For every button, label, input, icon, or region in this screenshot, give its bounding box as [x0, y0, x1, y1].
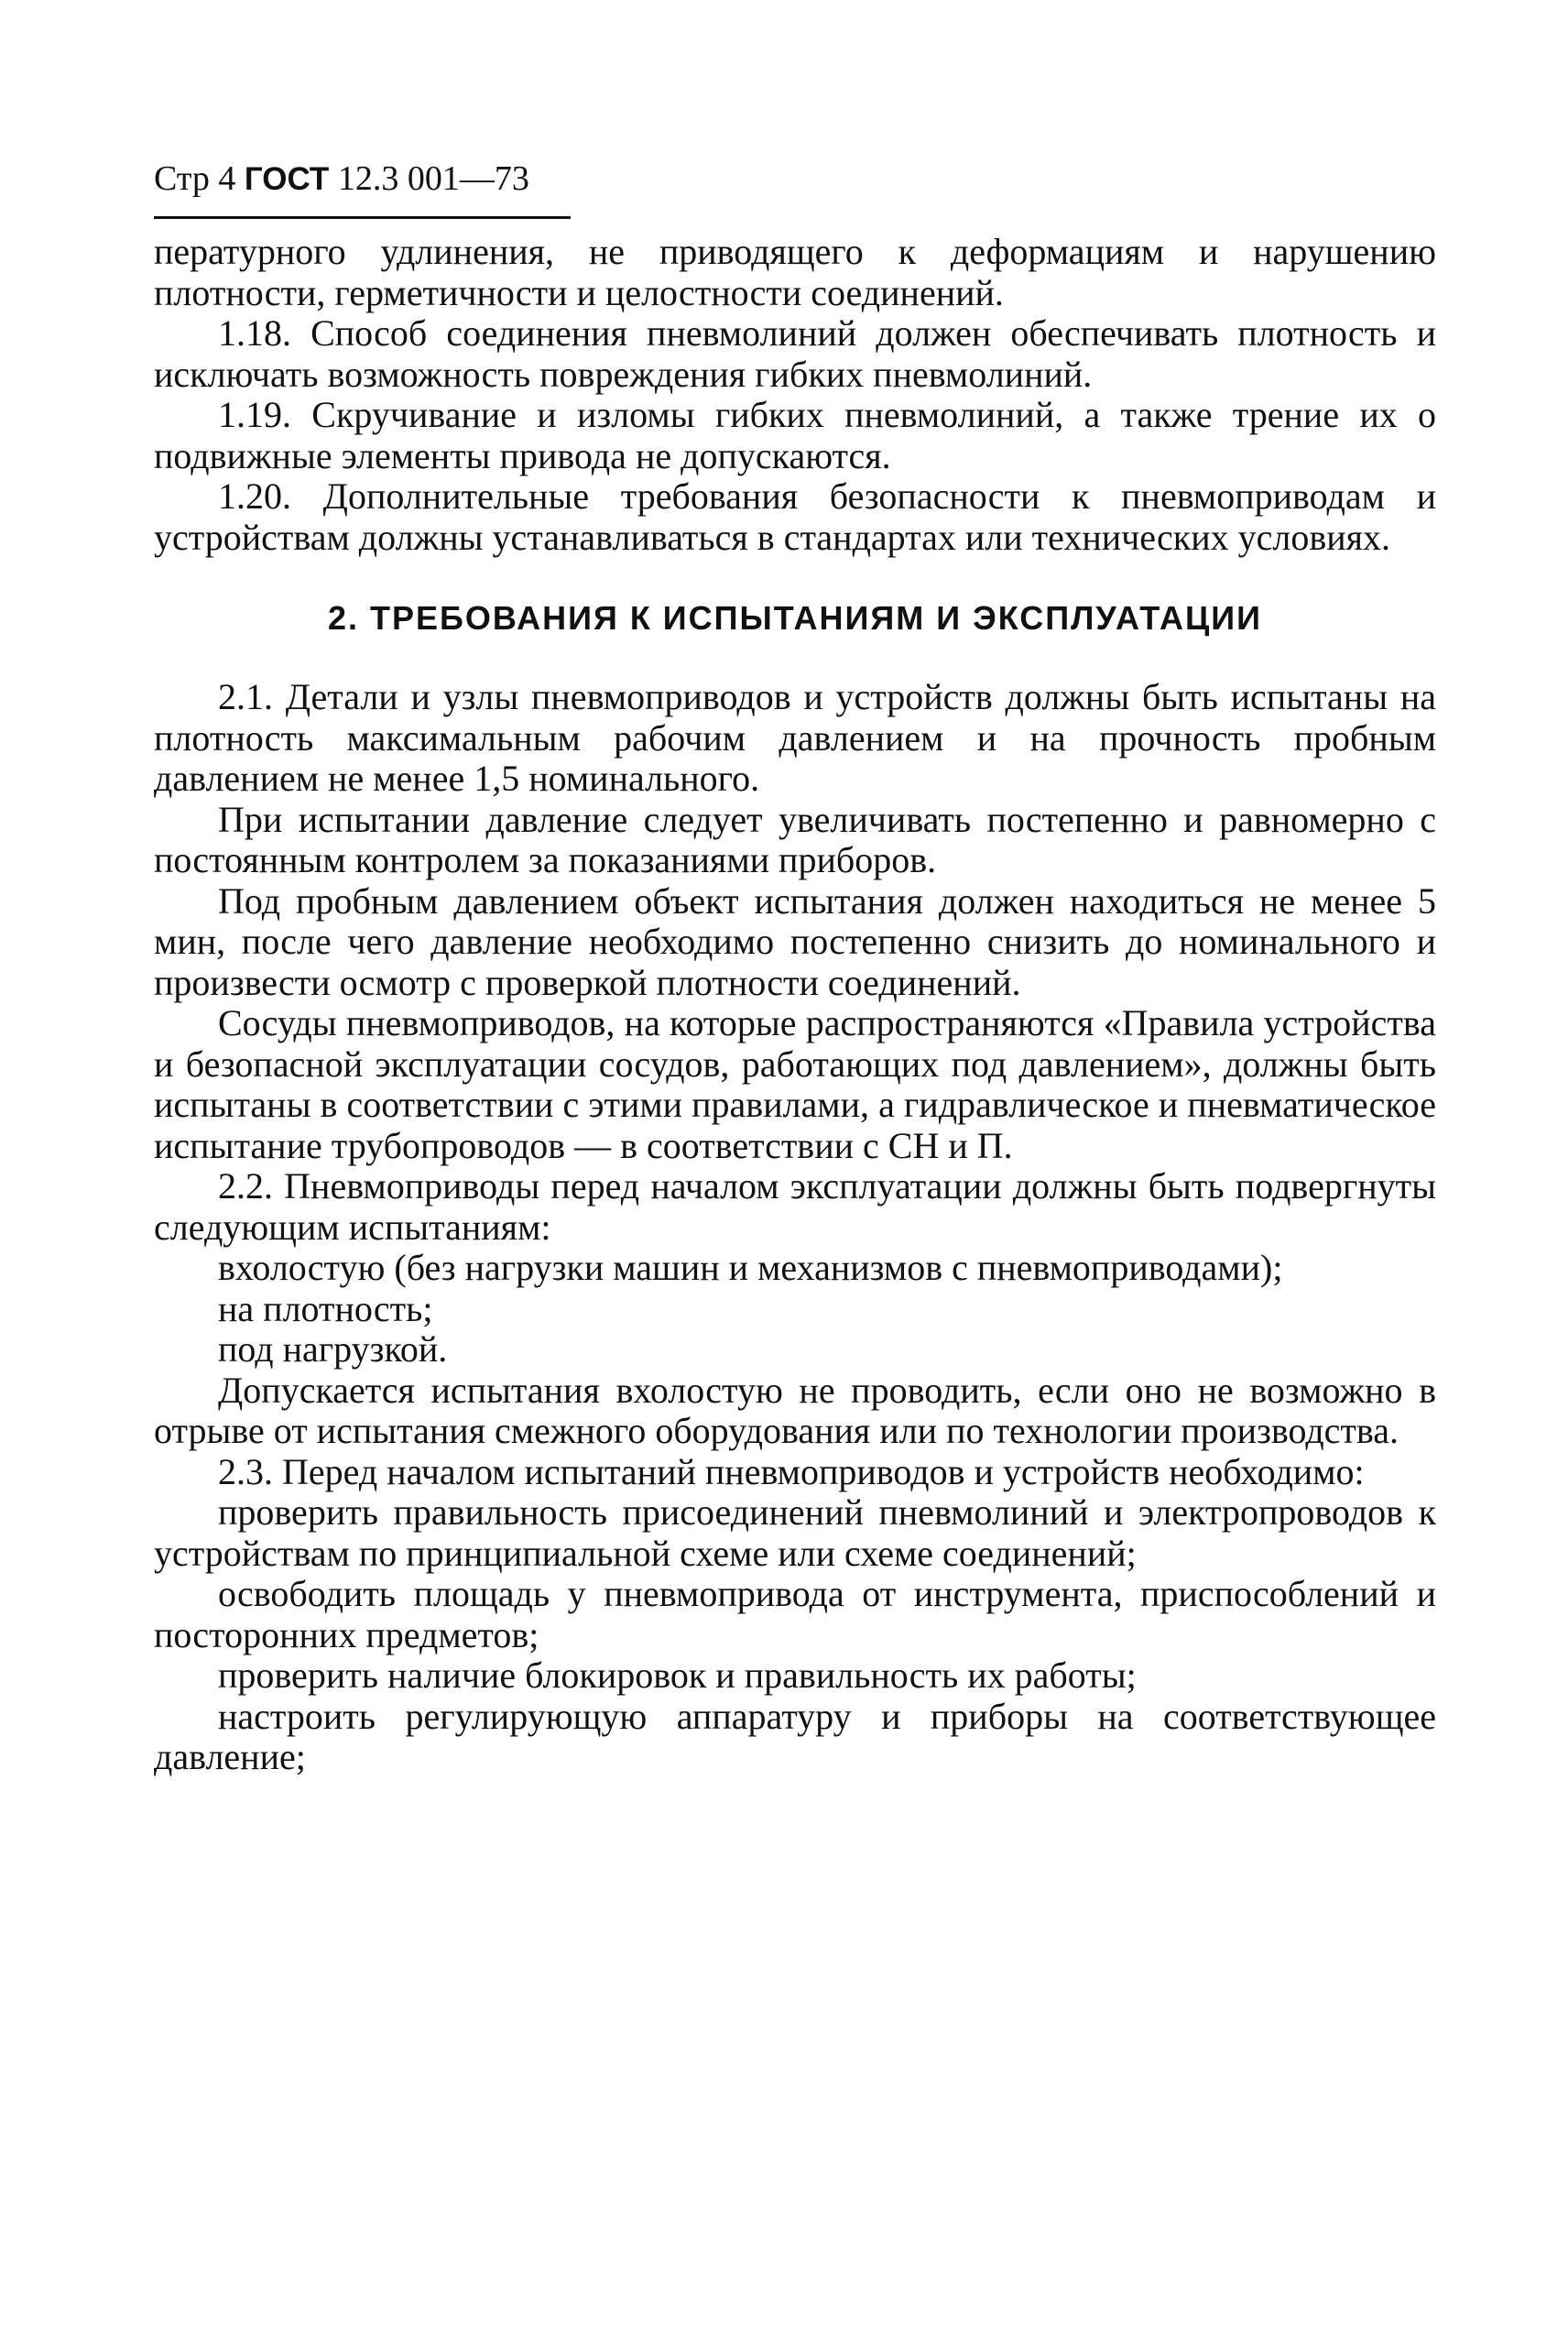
paragraph-2-3: 2.3. Перед началом испытаний пневмоприводов и устройств необходимо:	[218, 1450, 1365, 1492]
paragraph-1-18: 1.18. Способ соединения пневмолиний должен обеспечивать плотность и исключать возможность повреждения гибких пневмолиний.	[154, 312, 1436, 395]
running-header	[154, 156, 1436, 202]
page-number-label: Стр 4	[154, 159, 236, 198]
list-item-clear-area: освободить площадь у пневмопривода от инструмента, приспособлений и посторонних предметов;	[154, 1573, 1436, 1655]
section-heading: 2. ТРЕБОВАНИЯ К ИСПЫТАНИЯМ И ЭКСПЛУАТАЦИИ	[327, 599, 1263, 637]
list-item-idle-test: вхолостую (без нагрузки машин и механизмов с пневмоприводами);	[218, 1247, 1283, 1288]
paragraph-idle-exception: Допускается испытания вхолостую не проводить, если оно не возможно в отрыве от испытания смежного оборудования или по технологии производства.	[154, 1369, 1436, 1451]
list-item-check-interlocks: проверить наличие блокировок и правильность их работы;	[218, 1654, 1137, 1696]
list-item-under-load: под нагрузкой.	[218, 1328, 448, 1370]
paragraph-2-1: 2.1. Детали и узлы пневмоприводов и устройств должны быть испытаны на плотность максимальным рабочим давлением и на прочность пробным давлением не менее 1,5 номинального.	[154, 676, 1436, 799]
header-rule	[154, 216, 571, 219]
paragraph-2-2: 2.2. Пневмоприводы перед началом эксплуатации должны быть подвергнуты следующим испытаниям:	[154, 1165, 1436, 1248]
paragraph-test-duration: Под пробным давлением объект испытания должен находиться не менее 5 мин, после чего давление необходимо постепенно снизить до номинального и произвести осмотр с проверкой плотности соединений.	[154, 879, 1436, 1003]
paragraph-1-19: 1.19. Скручивание и изломы гибких пневмолиний, а также трение их о подвижные элементы привода не допускаются.	[154, 394, 1436, 476]
list-item-tightness: на плотность;	[218, 1287, 433, 1329]
list-item-adjust-equipment: настроить регулирующую аппаратуру и приборы на соответствующее давление;	[154, 1695, 1436, 1777]
paragraph-1-20: 1.20. Дополнительные требования безопасности к пневмоприводам и устройствам должны устанавливаться в стандартах или технических условиях.	[154, 475, 1436, 558]
paragraph-pressure-increase: При испытании давление следует увеличивать постепенно и равномерно с постоянным контролем за показаниями приборов.	[154, 798, 1436, 880]
standard-label: ГОСТ	[244, 161, 330, 197]
standard-number: 12.3 001—73	[337, 159, 529, 198]
paragraph-continuation: пературного удлинения, не приводящего к деформациям и нарушению плотности, герметичности и целостности соединений.	[154, 231, 1436, 313]
document-page	[154, 156, 1436, 1778]
list-item-check-connections: проверить правильность присоединений пневмолиний и электропроводов к устройствам по принципиальной схеме или схеме соединений;	[154, 1491, 1436, 1574]
paragraph-vessels: Сосуды пневмоприводов, на которые распространяются «Правила устройства и безопасной эксплуатации сосудов, работающих под давлением», должны быть испытаны в соответствии с этими правилами, а гидравлическое и пневматическое испытание трубопроводов — в соответствии с СН и П.	[154, 1002, 1436, 1166]
